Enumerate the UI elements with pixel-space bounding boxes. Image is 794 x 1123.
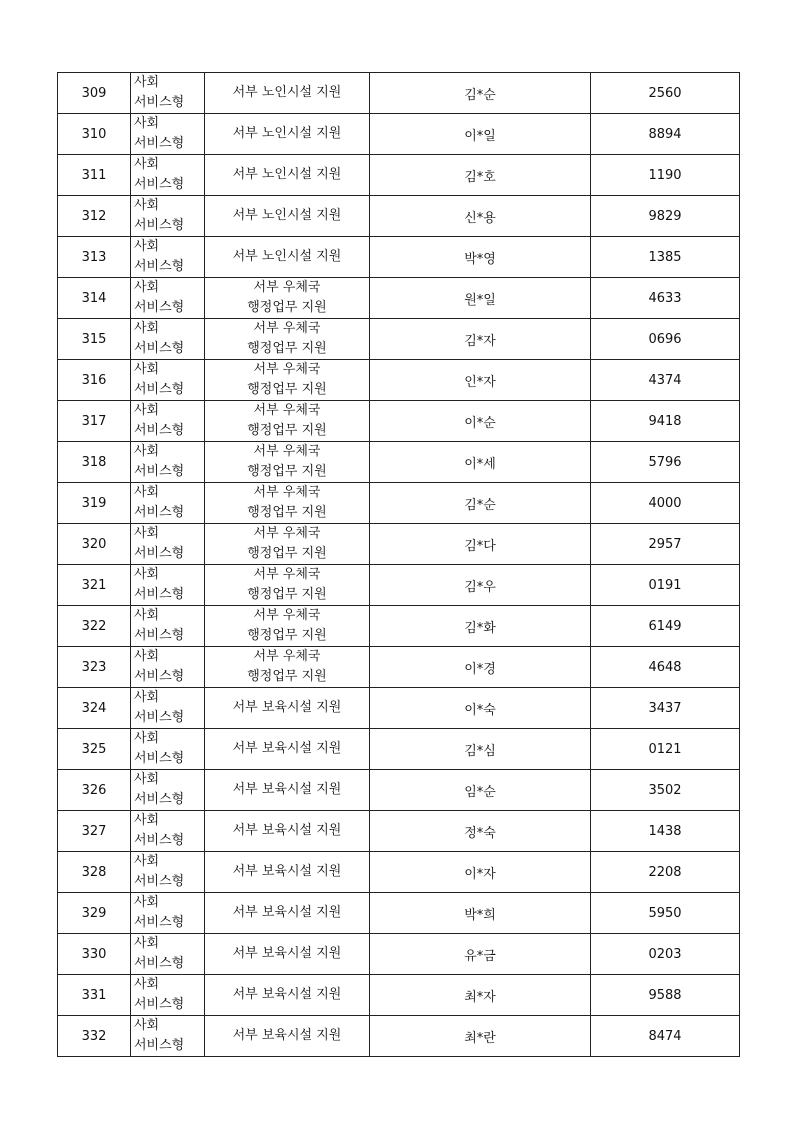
project-type-cell bbox=[131, 770, 205, 811]
job-description-cell bbox=[205, 237, 370, 278]
job-description-line: 행정업무 지원 bbox=[247, 587, 327, 602]
code-cell: 4633 bbox=[591, 278, 740, 319]
project-type-cell bbox=[131, 606, 205, 647]
row-number-cell: 325 bbox=[58, 729, 131, 770]
project-type-line: 사회 bbox=[134, 526, 160, 541]
job-description-line: 서부 보육시설 지원 bbox=[232, 823, 342, 838]
name-cell: 김*화 bbox=[370, 606, 591, 647]
job-description-line: 서부 보육시설 지원 bbox=[232, 987, 342, 1002]
table-row bbox=[58, 893, 740, 934]
code-cell: 0203 bbox=[591, 934, 740, 975]
project-type-line: 서비스형 bbox=[134, 915, 185, 930]
job-description-cell bbox=[205, 155, 370, 196]
code-cell: 0191 bbox=[591, 565, 740, 606]
project-type-line: 사회 bbox=[134, 403, 160, 418]
project-type-cell bbox=[131, 360, 205, 401]
project-type-cell bbox=[131, 811, 205, 852]
project-type-line: 서비스형 bbox=[134, 423, 185, 438]
job-description-line: 서부 우체국 bbox=[253, 403, 321, 418]
name-cell: 박*희 bbox=[370, 893, 591, 934]
row-number-cell: 320 bbox=[58, 524, 131, 565]
name-cell: 김*다 bbox=[370, 524, 591, 565]
name-cell: 이*숙 bbox=[370, 688, 591, 729]
project-type-cell bbox=[131, 319, 205, 360]
project-type-cell bbox=[131, 442, 205, 483]
row-number-cell: 313 bbox=[58, 237, 131, 278]
project-type-line: 서비스형 bbox=[134, 136, 185, 151]
job-description-line: 서부 노인시설 지원 bbox=[232, 85, 342, 100]
code-cell: 9418 bbox=[591, 401, 740, 442]
job-description-line: 서부 우체국 bbox=[253, 608, 321, 623]
job-description-line: 행정업무 지원 bbox=[247, 669, 327, 684]
name-cell: 김*자 bbox=[370, 319, 591, 360]
project-type-line: 서비스형 bbox=[134, 341, 185, 356]
code-cell: 0696 bbox=[591, 319, 740, 360]
row-number-cell: 314 bbox=[58, 278, 131, 319]
job-description-line: 서부 우체국 bbox=[253, 444, 321, 459]
participant-table bbox=[57, 72, 740, 1057]
code-cell: 2560 bbox=[591, 73, 740, 114]
project-type-cell bbox=[131, 196, 205, 237]
project-type-line: 사회 bbox=[134, 854, 160, 869]
project-type-cell bbox=[131, 114, 205, 155]
row-number-cell: 311 bbox=[58, 155, 131, 196]
job-description-line: 행정업무 지원 bbox=[247, 464, 327, 479]
code-cell: 4648 bbox=[591, 647, 740, 688]
name-cell: 유*금 bbox=[370, 934, 591, 975]
project-type-cell bbox=[131, 278, 205, 319]
job-description-line: 서부 우체국 bbox=[253, 485, 321, 500]
job-description-cell bbox=[205, 934, 370, 975]
name-cell: 원*일 bbox=[370, 278, 591, 319]
job-description-cell bbox=[205, 565, 370, 606]
project-type-cell bbox=[131, 565, 205, 606]
job-description-line: 서부 우체국 bbox=[253, 526, 321, 541]
job-description-line: 서부 우체국 bbox=[253, 649, 321, 664]
project-type-line: 사회 bbox=[134, 444, 160, 459]
project-type-cell bbox=[131, 975, 205, 1016]
project-type-line: 사회 bbox=[134, 239, 160, 254]
code-cell: 0121 bbox=[591, 729, 740, 770]
job-description-line: 서부 우체국 bbox=[253, 280, 321, 295]
table-row bbox=[58, 196, 740, 237]
job-description-line: 서부 노인시설 지원 bbox=[232, 167, 342, 182]
code-cell: 9588 bbox=[591, 975, 740, 1016]
code-cell: 2208 bbox=[591, 852, 740, 893]
name-cell: 임*순 bbox=[370, 770, 591, 811]
project-type-line: 사회 bbox=[134, 772, 160, 787]
project-type-line: 서비스형 bbox=[134, 956, 185, 971]
table-row bbox=[58, 483, 740, 524]
row-number-cell: 316 bbox=[58, 360, 131, 401]
table-row bbox=[58, 360, 740, 401]
table-row bbox=[58, 975, 740, 1016]
job-description-cell bbox=[205, 893, 370, 934]
project-type-line: 사회 bbox=[134, 690, 160, 705]
project-type-line: 서비스형 bbox=[134, 833, 185, 848]
project-type-line: 사회 bbox=[134, 608, 160, 623]
project-type-cell bbox=[131, 237, 205, 278]
job-description-line: 서부 우체국 bbox=[253, 567, 321, 582]
table-row bbox=[58, 524, 740, 565]
row-number-cell: 324 bbox=[58, 688, 131, 729]
name-cell: 이*세 bbox=[370, 442, 591, 483]
job-description-line: 행정업무 지원 bbox=[247, 341, 327, 356]
job-description-line: 행정업무 지원 bbox=[247, 546, 327, 561]
table-row bbox=[58, 770, 740, 811]
row-number-cell: 315 bbox=[58, 319, 131, 360]
job-description-line: 서부 보육시설 지원 bbox=[232, 741, 342, 756]
job-description-cell bbox=[205, 524, 370, 565]
row-number-cell: 322 bbox=[58, 606, 131, 647]
job-description-line: 서부 우체국 bbox=[253, 321, 321, 336]
code-cell: 8894 bbox=[591, 114, 740, 155]
row-number-cell: 318 bbox=[58, 442, 131, 483]
job-description-line: 서부 보육시설 지원 bbox=[232, 864, 342, 879]
code-cell: 9829 bbox=[591, 196, 740, 237]
job-description-cell bbox=[205, 647, 370, 688]
project-type-cell bbox=[131, 155, 205, 196]
project-type-line: 서비스형 bbox=[134, 218, 185, 233]
job-description-line: 서부 우체국 bbox=[253, 362, 321, 377]
table-row bbox=[58, 606, 740, 647]
project-type-line: 사회 bbox=[134, 936, 160, 951]
project-type-line: 사회 bbox=[134, 362, 160, 377]
name-cell: 김*호 bbox=[370, 155, 591, 196]
project-type-cell bbox=[131, 483, 205, 524]
project-type-line: 서비스형 bbox=[134, 546, 185, 561]
table-row bbox=[58, 401, 740, 442]
job-description-line: 서부 보육시설 지원 bbox=[232, 1028, 342, 1043]
job-description-cell bbox=[205, 196, 370, 237]
table-row bbox=[58, 73, 740, 114]
project-type-line: 서비스형 bbox=[134, 997, 185, 1012]
name-cell: 신*용 bbox=[370, 196, 591, 237]
job-description-line: 서부 노인시설 지원 bbox=[232, 208, 342, 223]
name-cell: 최*란 bbox=[370, 1016, 591, 1057]
row-number-cell: 319 bbox=[58, 483, 131, 524]
project-type-line: 사회 bbox=[134, 157, 160, 172]
name-cell: 이*자 bbox=[370, 852, 591, 893]
project-type-line: 사회 bbox=[134, 813, 160, 828]
job-description-line: 행정업무 지원 bbox=[247, 382, 327, 397]
job-description-cell bbox=[205, 1016, 370, 1057]
row-number-cell: 323 bbox=[58, 647, 131, 688]
code-cell: 4000 bbox=[591, 483, 740, 524]
table-row bbox=[58, 565, 740, 606]
job-description-cell bbox=[205, 729, 370, 770]
project-type-line: 서비스형 bbox=[134, 587, 185, 602]
project-type-line: 서비스형 bbox=[134, 792, 185, 807]
project-type-line: 서비스형 bbox=[134, 300, 185, 315]
name-cell: 이*일 bbox=[370, 114, 591, 155]
job-description-line: 서부 보육시설 지원 bbox=[232, 700, 342, 715]
project-type-cell bbox=[131, 729, 205, 770]
name-cell: 박*영 bbox=[370, 237, 591, 278]
code-cell: 1190 bbox=[591, 155, 740, 196]
project-type-cell bbox=[131, 524, 205, 565]
job-description-cell bbox=[205, 319, 370, 360]
name-cell: 이*순 bbox=[370, 401, 591, 442]
row-number-cell: 317 bbox=[58, 401, 131, 442]
table-row bbox=[58, 811, 740, 852]
job-description-cell bbox=[205, 483, 370, 524]
code-cell: 4374 bbox=[591, 360, 740, 401]
job-description-cell bbox=[205, 606, 370, 647]
project-type-cell bbox=[131, 934, 205, 975]
row-number-cell: 309 bbox=[58, 73, 131, 114]
job-description-cell bbox=[205, 401, 370, 442]
code-cell: 8474 bbox=[591, 1016, 740, 1057]
job-description-line: 서부 보육시설 지원 bbox=[232, 905, 342, 920]
code-cell: 6149 bbox=[591, 606, 740, 647]
project-type-line: 사회 bbox=[134, 75, 160, 90]
project-type-line: 사회 bbox=[134, 485, 160, 500]
job-description-line: 서부 보육시설 지원 bbox=[232, 946, 342, 961]
job-description-line: 서부 보육시설 지원 bbox=[232, 782, 342, 797]
table-row bbox=[58, 278, 740, 319]
job-description-cell bbox=[205, 278, 370, 319]
row-number-cell: 326 bbox=[58, 770, 131, 811]
table-row bbox=[58, 729, 740, 770]
project-type-cell bbox=[131, 401, 205, 442]
row-number-cell: 328 bbox=[58, 852, 131, 893]
name-cell: 김*우 bbox=[370, 565, 591, 606]
job-description-line: 행정업무 지원 bbox=[247, 300, 327, 315]
row-number-cell: 327 bbox=[58, 811, 131, 852]
table-row bbox=[58, 237, 740, 278]
project-type-line: 사회 bbox=[134, 895, 160, 910]
job-description-line: 행정업무 지원 bbox=[247, 423, 327, 438]
project-type-line: 서비스형 bbox=[134, 628, 185, 643]
project-type-line: 사회 bbox=[134, 649, 160, 664]
job-description-cell bbox=[205, 688, 370, 729]
project-type-line: 서비스형 bbox=[134, 95, 185, 110]
project-type-cell bbox=[131, 852, 205, 893]
row-number-cell: 330 bbox=[58, 934, 131, 975]
project-type-line: 서비스형 bbox=[134, 259, 185, 274]
code-cell: 5950 bbox=[591, 893, 740, 934]
project-type-line: 사회 bbox=[134, 198, 160, 213]
job-description-line: 행정업무 지원 bbox=[247, 505, 327, 520]
row-number-cell: 329 bbox=[58, 893, 131, 934]
project-type-line: 서비스형 bbox=[134, 1038, 185, 1053]
project-type-line: 사회 bbox=[134, 280, 160, 295]
table-row bbox=[58, 319, 740, 360]
table-row bbox=[58, 1016, 740, 1057]
row-number-cell: 331 bbox=[58, 975, 131, 1016]
code-cell: 2957 bbox=[591, 524, 740, 565]
project-type-line: 서비스형 bbox=[134, 751, 185, 766]
project-type-line: 사회 bbox=[134, 567, 160, 582]
job-description-cell bbox=[205, 73, 370, 114]
row-number-cell: 332 bbox=[58, 1016, 131, 1057]
table-body bbox=[58, 73, 740, 1057]
name-cell: 최*자 bbox=[370, 975, 591, 1016]
table-row bbox=[58, 852, 740, 893]
name-cell: 인*자 bbox=[370, 360, 591, 401]
table-row bbox=[58, 114, 740, 155]
table-row bbox=[58, 688, 740, 729]
code-cell: 3437 bbox=[591, 688, 740, 729]
job-description-line: 서부 노인시설 지원 bbox=[232, 126, 342, 141]
name-cell: 정*숙 bbox=[370, 811, 591, 852]
job-description-cell bbox=[205, 811, 370, 852]
project-type-cell bbox=[131, 1016, 205, 1057]
job-description-cell bbox=[205, 770, 370, 811]
name-cell: 김*심 bbox=[370, 729, 591, 770]
project-type-line: 사회 bbox=[134, 116, 160, 131]
table-row bbox=[58, 442, 740, 483]
code-cell: 3502 bbox=[591, 770, 740, 811]
table-row bbox=[58, 647, 740, 688]
project-type-cell bbox=[131, 893, 205, 934]
row-number-cell: 312 bbox=[58, 196, 131, 237]
project-type-line: 사회 bbox=[134, 731, 160, 746]
job-description-cell bbox=[205, 114, 370, 155]
code-cell: 5796 bbox=[591, 442, 740, 483]
name-cell: 김*순 bbox=[370, 73, 591, 114]
job-description-cell bbox=[205, 852, 370, 893]
name-cell: 김*순 bbox=[370, 483, 591, 524]
code-cell: 1385 bbox=[591, 237, 740, 278]
project-type-cell bbox=[131, 688, 205, 729]
project-type-line: 서비스형 bbox=[134, 710, 185, 725]
project-type-line: 서비스형 bbox=[134, 177, 185, 192]
name-cell: 이*경 bbox=[370, 647, 591, 688]
project-type-line: 서비스형 bbox=[134, 382, 185, 397]
project-type-line: 서비스형 bbox=[134, 874, 185, 889]
job-description-line: 행정업무 지원 bbox=[247, 628, 327, 643]
row-number-cell: 321 bbox=[58, 565, 131, 606]
job-description-cell bbox=[205, 442, 370, 483]
code-cell: 1438 bbox=[591, 811, 740, 852]
project-type-line: 사회 bbox=[134, 977, 160, 992]
project-type-cell bbox=[131, 73, 205, 114]
project-type-line: 서비스형 bbox=[134, 464, 185, 479]
project-type-line: 사회 bbox=[134, 1018, 160, 1033]
row-number-cell: 310 bbox=[58, 114, 131, 155]
job-description-line: 서부 노인시설 지원 bbox=[232, 249, 342, 264]
project-type-line: 사회 bbox=[134, 321, 160, 336]
job-description-cell bbox=[205, 975, 370, 1016]
table-row bbox=[58, 934, 740, 975]
table-row bbox=[58, 155, 740, 196]
project-type-line: 서비스형 bbox=[134, 505, 185, 520]
project-type-line: 서비스형 bbox=[134, 669, 185, 684]
job-description-cell bbox=[205, 360, 370, 401]
project-type-cell bbox=[131, 647, 205, 688]
